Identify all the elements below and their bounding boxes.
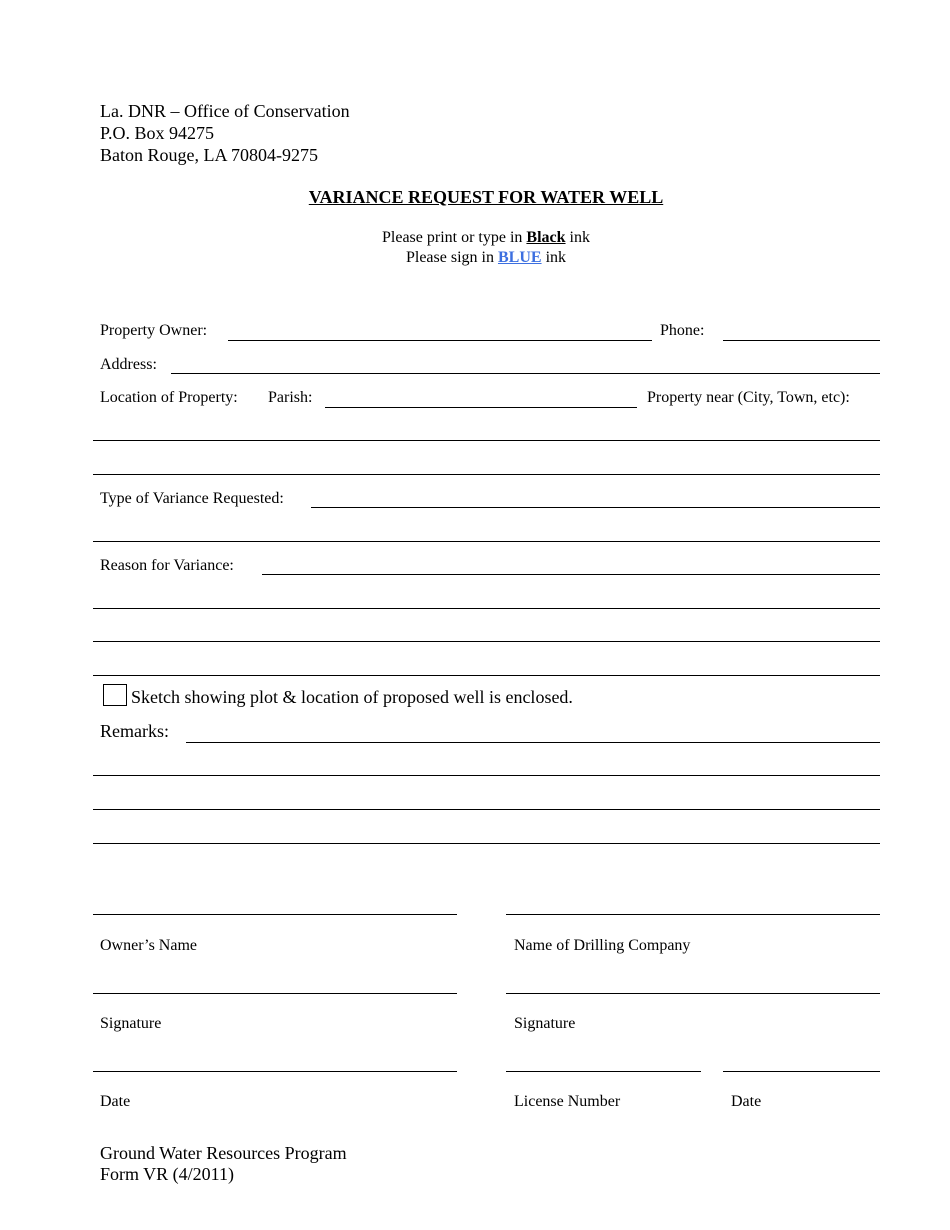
company-signature-field[interactable] <box>506 993 880 994</box>
parish-field[interactable] <box>325 407 637 408</box>
program-name: Ground Water Resources Program <box>100 1143 347 1163</box>
owner-signature-field[interactable] <box>93 993 457 994</box>
address-field[interactable] <box>171 373 880 374</box>
print-instruction <box>0 228 950 247</box>
owners-name-field[interactable] <box>93 914 457 915</box>
print-ink-color: Black <box>526 229 566 246</box>
variance-type-field[interactable] <box>311 507 880 508</box>
owner-date-label: Date <box>100 1093 131 1110</box>
location-line-2[interactable] <box>93 474 880 475</box>
owner-date-field[interactable] <box>93 1071 457 1072</box>
parish-label: Parish: <box>268 389 313 406</box>
property-owner-label: Property Owner: <box>100 322 208 339</box>
reason-field[interactable] <box>262 574 880 575</box>
property-near-label: Property near (City, Town, etc): <box>647 389 850 406</box>
license-number-label: License Number <box>514 1093 621 1110</box>
company-date-label: Date <box>731 1093 762 1110</box>
sketch-checkbox[interactable] <box>103 684 127 706</box>
sign-instruction-suffix: ink <box>541 249 567 266</box>
address-label: Address: <box>100 356 157 373</box>
po-box: P.O. Box 94275 <box>100 123 215 143</box>
city-state-zip: Baton Rouge, LA 70804-9275 <box>100 145 318 165</box>
remarks-line-4[interactable] <box>93 843 880 844</box>
form-title: VARIANCE REQUEST FOR WATER WELL <box>308 187 664 207</box>
sign-ink-color: BLUE <box>497 249 542 266</box>
sign-instruction-prefix: Please sign in <box>405 249 498 266</box>
phone-label: Phone: <box>660 322 705 339</box>
owners-name-label: Owner’s Name <box>100 937 198 954</box>
owner-signature-label: Signature <box>100 1015 162 1032</box>
sketch-label: Sketch showing plot & location of proposed well is enclosed. <box>131 687 573 707</box>
license-number-field[interactable] <box>506 1071 701 1072</box>
agency-name: La. DNR – Office of Conservation <box>100 101 350 121</box>
phone-field[interactable] <box>723 340 880 341</box>
location-label: Location of Property: <box>100 389 238 406</box>
remarks-field[interactable] <box>186 742 880 743</box>
form-number: Form VR (4/2011) <box>100 1164 235 1184</box>
drilling-company-label: Name of Drilling Company <box>514 937 691 954</box>
variance-type-line-2[interactable] <box>93 541 880 542</box>
location-line-1[interactable] <box>93 440 880 441</box>
remarks-label: Remarks: <box>100 721 169 741</box>
remarks-line-2[interactable] <box>93 775 880 776</box>
reason-line-3[interactable] <box>93 641 880 642</box>
company-signature-label: Signature <box>514 1015 576 1032</box>
variance-type-label: Type of Variance Requested: <box>100 490 284 507</box>
reason-line-4[interactable] <box>93 675 880 676</box>
reason-label: Reason for Variance: <box>100 557 234 574</box>
remarks-line-3[interactable] <box>93 809 880 810</box>
reason-line-2[interactable] <box>93 608 880 609</box>
sign-instruction <box>0 248 950 267</box>
property-owner-field[interactable] <box>228 340 652 341</box>
print-instruction-prefix: Please print or type in <box>382 229 527 246</box>
company-date-field[interactable] <box>723 1071 880 1072</box>
drilling-company-field[interactable] <box>506 914 880 915</box>
print-instruction-suffix: ink <box>565 229 590 246</box>
